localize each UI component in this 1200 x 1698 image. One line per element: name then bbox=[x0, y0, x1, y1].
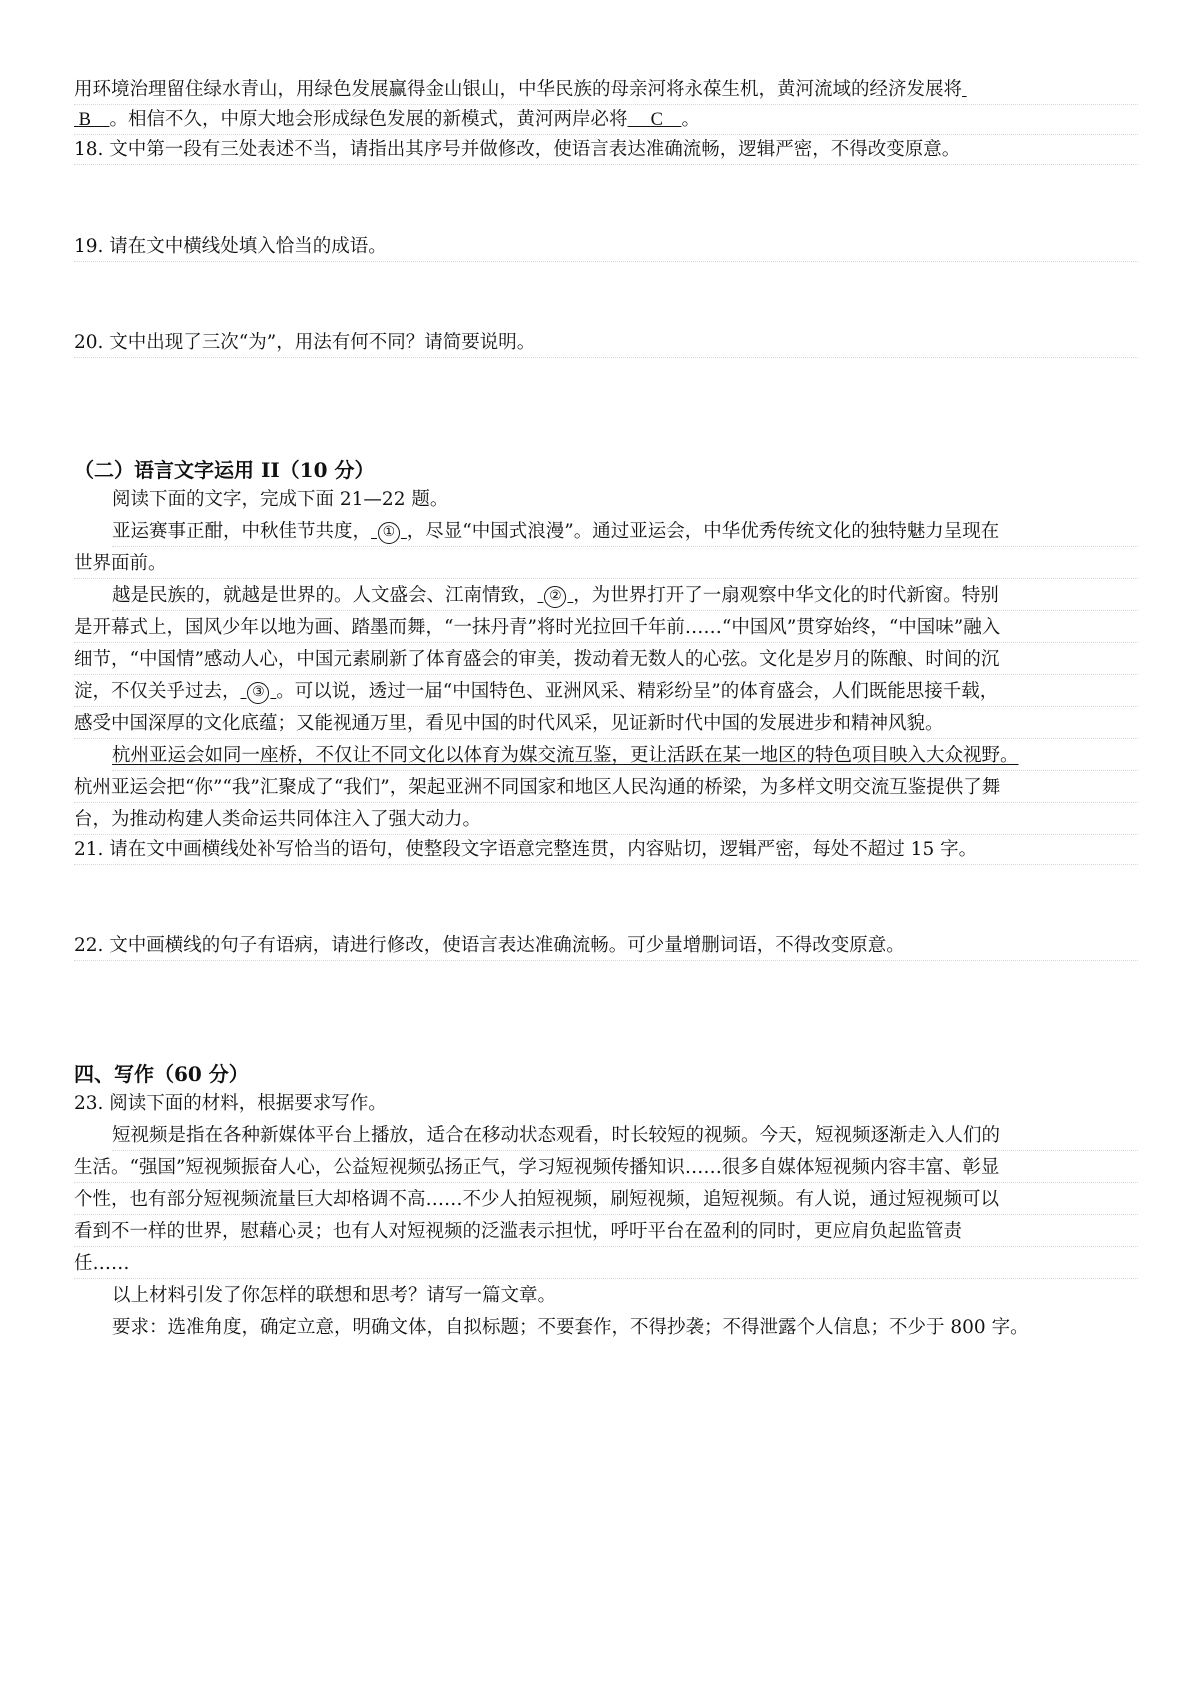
p3-line-3 bbox=[74, 808, 1138, 835]
p3-text-2: 杭州亚运会把“你”“我”汇聚成了“我们”，架起亚洲不同国家和地区人民沟通的桥梁，为多样文明交流互鉴提供了舞 bbox=[74, 777, 1001, 798]
question-20 bbox=[74, 331, 1138, 358]
material-line-5 bbox=[74, 1252, 1138, 1279]
blank-2 bbox=[538, 584, 574, 608]
p2-line-3 bbox=[74, 648, 1138, 675]
question-21-text: 21. 请在文中画横线处补写恰当的语句，使整段文字语意完整连贯，内容贴切，逻辑严密，每处不超过 15 字。 bbox=[74, 839, 978, 860]
intro-line-2 bbox=[74, 108, 1138, 135]
circle-mark-1: ① bbox=[378, 522, 400, 544]
p2-text-4a: 淀，不仅关乎过去， bbox=[74, 681, 241, 702]
p1-text-a: 亚运赛事正酣，中秋佳节共度， bbox=[112, 521, 372, 542]
section-2-title-text: （二）语言文字运用 II（10 分） bbox=[74, 458, 375, 482]
p2-line-4 bbox=[74, 680, 1138, 707]
material-text-2: 生活。“强国”短视频振奋人心，公益短视频弘扬正气，学习短视频传播知识……很多自媒体短视频内容丰富、彰显 bbox=[74, 1157, 1000, 1178]
material-text-5: 任…… bbox=[74, 1253, 130, 1274]
intro-text-mid: 。相信不久，中原大地会形成绿色发展的新模式，黄河两岸必将 bbox=[109, 109, 628, 130]
blank-c-label: C bbox=[650, 110, 663, 130]
blank-underline bbox=[962, 78, 1002, 102]
p2-line-1 bbox=[112, 584, 1138, 611]
material-line-1 bbox=[112, 1124, 1138, 1151]
material-line-4 bbox=[74, 1220, 1138, 1247]
circle-mark-3: ③ bbox=[247, 682, 269, 704]
blank-c bbox=[627, 108, 681, 132]
question-19 bbox=[74, 235, 1138, 262]
question-18-text: 18. 文中第一段有三处表述不当，请指出其序号并做修改，使语言表达准确流畅，逻辑严密，不得改变原意。 bbox=[74, 139, 961, 160]
question-18 bbox=[74, 138, 1138, 165]
p3-text-3: 台，为推动构建人类命运共同体注入了强大动力。 bbox=[74, 809, 482, 830]
blank-3 bbox=[241, 680, 277, 704]
intro-text: 用环境治理留住绿水青山，用绿色发展赢得金山银山，中华民族的母亲河将永葆生机，黄河流域的经济发展将 bbox=[74, 79, 963, 100]
section-4-title bbox=[74, 1062, 1138, 1088]
p1-line-2 bbox=[74, 552, 1138, 579]
writing-prompt bbox=[112, 1284, 1138, 1310]
section-2-instruction bbox=[112, 488, 1138, 514]
intro-text-end: 。 bbox=[681, 109, 700, 130]
p1-text-2: 世界面前。 bbox=[74, 553, 167, 574]
blank-1 bbox=[371, 520, 407, 544]
blank-b bbox=[74, 108, 109, 132]
p2-line-2 bbox=[74, 616, 1138, 643]
material-line-3 bbox=[74, 1188, 1138, 1215]
blank-b-label: B bbox=[78, 110, 91, 130]
p2-text-2: 是开幕式上，国风少年以地为画、踏墨而舞，“一抹丹青”将时光拉回千年前……“中国风”贯穿始终，“中国味”融入 bbox=[74, 617, 1001, 638]
intro-line-1 bbox=[74, 78, 1138, 105]
p2-text-3: 细节，“中国情”感动人心，中国元素刷新了体育盛会的审美，拨动着无数人的心弦。文化是岁月的陈酿、时间的沉 bbox=[74, 649, 1000, 670]
p2-text-a: 越是民族的，就越是世界的。人文盛会、江南情致， bbox=[112, 585, 538, 606]
p2-text-5: 感受中国深厚的文化底蕴；又能视通万里，看见中国的时代风采，见证新时代中国的发展进步和精神风貌。 bbox=[74, 713, 944, 734]
p3-line-2 bbox=[74, 776, 1138, 803]
p2-line-5 bbox=[74, 712, 1138, 739]
p2-text-b: ，为世界打开了一扇观察中华文化的时代新窗。特别 bbox=[573, 585, 999, 606]
section-2-title bbox=[74, 458, 1138, 484]
material-text-4: 看到不一样的世界，慰藉心灵；也有人对短视频的泛滥表示担忧，呼吁平台在盈利的同时，更应肩负起监管责 bbox=[74, 1221, 963, 1242]
question-19-text: 19. 请在文中横线处填入恰当的成语。 bbox=[74, 236, 387, 257]
p1-line-1 bbox=[112, 520, 1138, 547]
p2-text-4b: 。可以说，透过一届“中国特色、亚洲风采、精彩纷呈”的体育盛会，人们既能思接千载， bbox=[276, 681, 999, 702]
material-text-3: 个性，也有部分短视频流量巨大却格调不高……不少人拍短视频，刷短视频，追短视频。有人说，通过短视频可以 bbox=[74, 1189, 1000, 1210]
question-23-text: 23. 阅读下面的材料，根据要求写作。 bbox=[74, 1093, 387, 1114]
question-22-text: 22. 文中画横线的句子有语病，请进行修改，使语言表达准确流畅。可少量增删词语，不得改变原意。 bbox=[74, 935, 905, 956]
p3-line-1 bbox=[112, 744, 1138, 771]
question-22 bbox=[74, 934, 1138, 961]
question-21 bbox=[74, 838, 1138, 865]
question-23 bbox=[74, 1092, 1138, 1118]
material-text-1: 短视频是指在各种新媒体平台上播放，适合在移动状态观看，时长较短的视频。今天，短视频逐渐走入人们的 bbox=[112, 1125, 1001, 1146]
underlined-sentence: 杭州亚运会如同一座桥，不仅让不同文化以体育为媒交流互鉴，更让活跃在某一地区的特色项目映入大众视野。 bbox=[112, 745, 1019, 766]
material-line-2 bbox=[74, 1156, 1138, 1183]
circle-mark-2: ② bbox=[544, 586, 566, 608]
p1-text-b: ，尽显“中国式浪漫”。通过亚运会，中华优秀传统文化的独特魅力呈现在 bbox=[406, 521, 1000, 542]
question-20-text: 20. 文中出现了三次“为”，用法有何不同？请简要说明。 bbox=[74, 332, 536, 353]
writing-prompt-text: 以上材料引发了你怎样的联想和思考？请写一篇文章。 bbox=[112, 1285, 557, 1306]
section-4-title-text: 四、写作（60 分） bbox=[74, 1062, 249, 1086]
writing-requirements bbox=[112, 1316, 1138, 1342]
writing-requirements-text: 要求：选准角度，确定立意，明确文体，自拟标题；不要套作，不得抄袭；不得泄露个人信息；不少于 800 字。 bbox=[112, 1317, 1029, 1338]
section-2-instruction-text: 阅读下面的文字，完成下面 21—22 题。 bbox=[112, 489, 449, 510]
